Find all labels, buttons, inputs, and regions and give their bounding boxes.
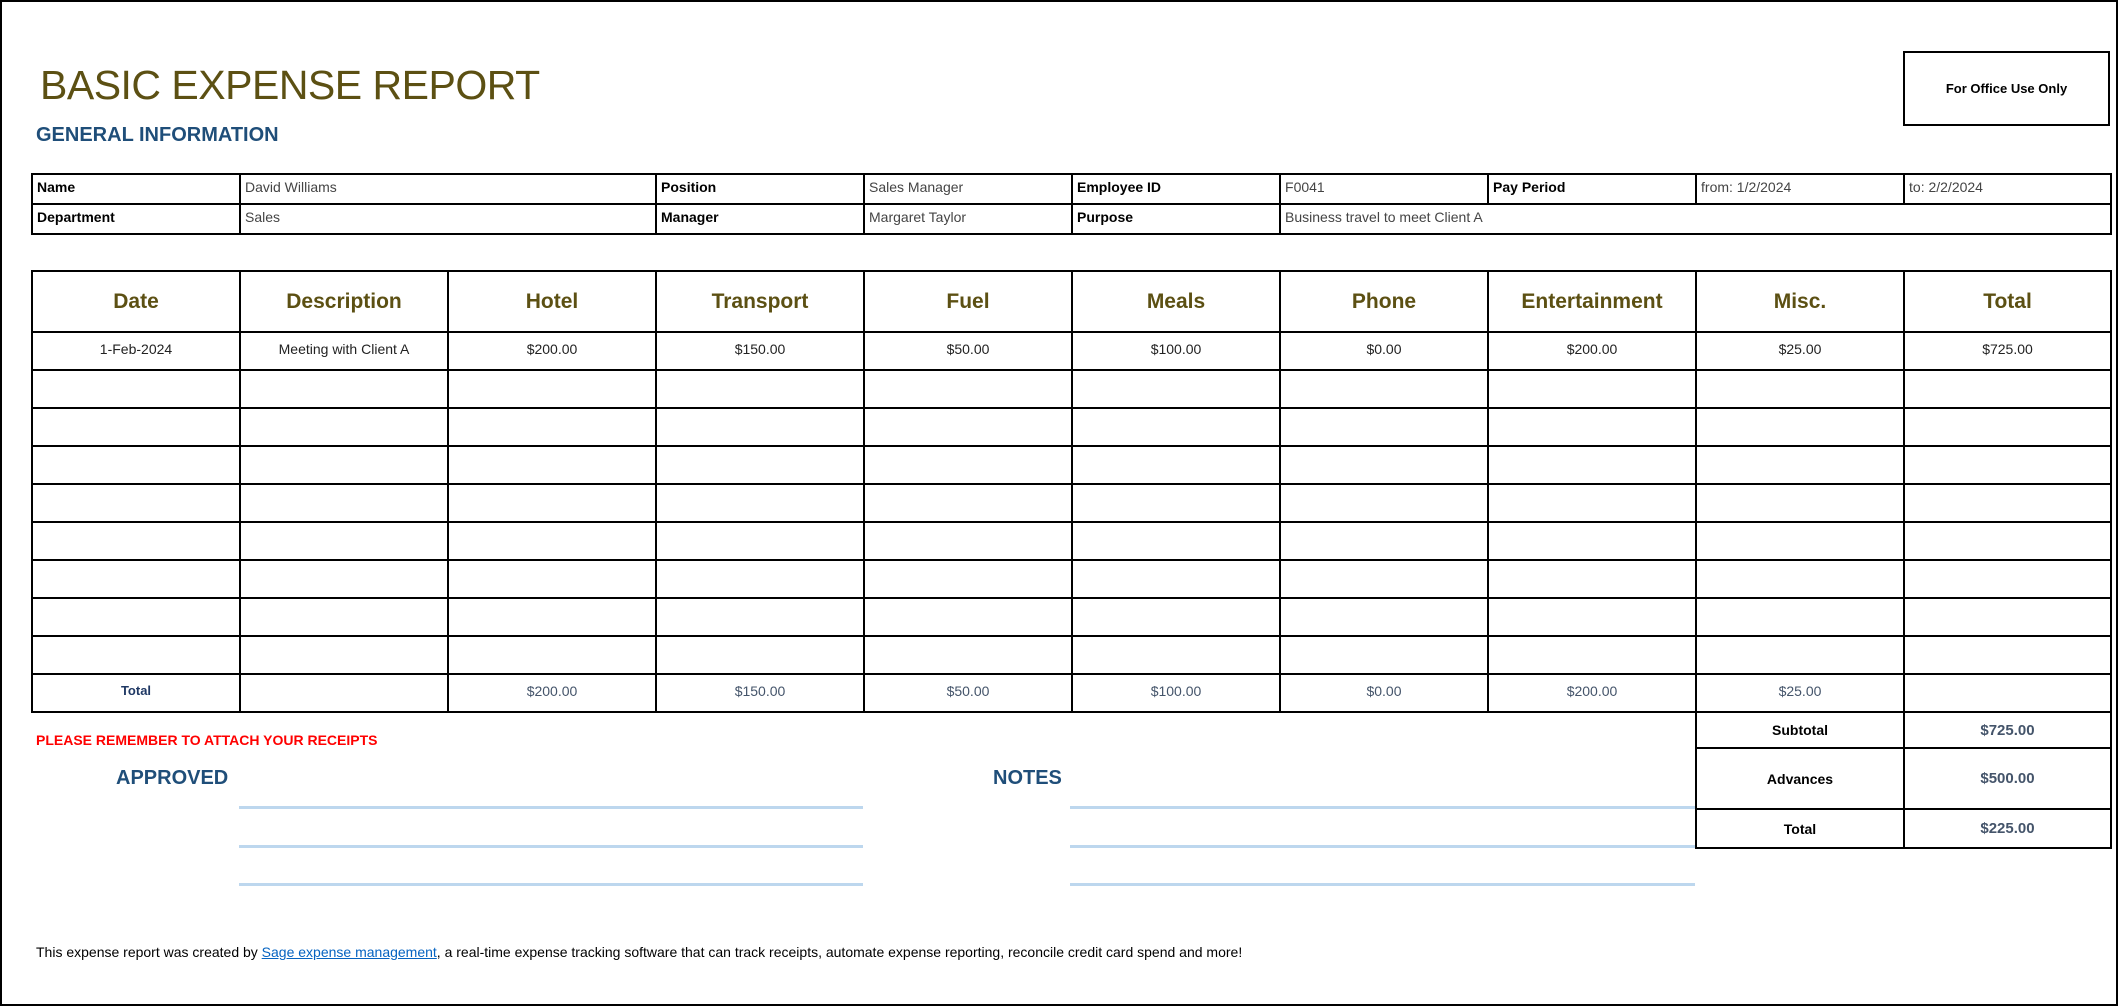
expense-cell[interactable]: $25.00 [1696,332,1904,370]
expense-cell[interactable] [1072,560,1280,598]
expense-cell[interactable] [1280,408,1488,446]
notes-heading: NOTES [993,767,1062,789]
expense-cell[interactable]: $200.00 [448,332,656,370]
employee-id-label: Employee ID [1072,174,1280,204]
total-cell [1904,674,2111,712]
expense-cell[interactable] [864,560,1072,598]
department-field[interactable]: Sales [240,204,656,234]
expense-cell[interactable] [1696,446,1904,484]
total-cell: $100.00 [1072,674,1280,712]
column-header: Hotel [448,271,656,332]
expense-cell[interactable] [1696,408,1904,446]
expense-cell[interactable]: $725.00 [1904,332,2111,370]
expense-cell[interactable] [240,370,448,408]
expense-cell[interactable] [1280,484,1488,522]
position-field[interactable]: Sales Manager [864,174,1072,204]
expense-cell[interactable] [1280,636,1488,674]
pay-period-to-field[interactable]: to: 2/2/2024 [1904,174,2111,204]
expense-cell[interactable] [656,408,864,446]
notes-line[interactable] [1070,806,1695,809]
subtotal-label: Subtotal [1696,712,1904,748]
expense-cell[interactable] [656,598,864,636]
total-cell: $200.00 [1488,674,1696,712]
expense-cell[interactable]: Meeting with Client A [240,332,448,370]
expense-cell[interactable] [240,636,448,674]
expense-cell[interactable] [1280,598,1488,636]
total-cell: $50.00 [864,674,1072,712]
column-header: Entertainment [1488,271,1696,332]
expense-cell[interactable] [1488,370,1696,408]
expense-cell[interactable] [864,636,1072,674]
name-field[interactable]: David Williams [240,174,656,204]
expense-cell[interactable] [240,408,448,446]
expense-cell[interactable] [1072,598,1280,636]
total-cell: $0.00 [1280,674,1488,712]
expense-row [32,446,2111,484]
expense-cell[interactable] [1488,522,1696,560]
expense-cell[interactable] [1072,370,1280,408]
expense-cell[interactable] [448,598,656,636]
column-header: Date [32,271,240,332]
total-cell: $150.00 [656,674,864,712]
subtotal-value: $725.00 [1904,712,2111,748]
expense-cell[interactable] [1488,484,1696,522]
expense-row [32,370,2111,408]
expense-table [31,270,2112,713]
expense-cell[interactable]: $150.00 [656,332,864,370]
expense-cell[interactable] [656,484,864,522]
expense-cell[interactable] [1072,522,1280,560]
expense-cell[interactable] [656,370,864,408]
expense-cell[interactable] [32,598,240,636]
expense-cell[interactable] [1072,484,1280,522]
expense-cell[interactable] [448,446,656,484]
pay-period-label: Pay Period [1488,174,1696,204]
expense-cell[interactable] [448,408,656,446]
summary-table [1695,711,2112,849]
expense-cell[interactable] [448,560,656,598]
expense-cell[interactable] [656,636,864,674]
total-cell [240,674,448,712]
expense-cell[interactable] [864,408,1072,446]
column-header: Transport [656,271,864,332]
office-use-box: For Office Use Only [1903,51,2110,126]
total-row [32,674,2111,712]
expense-cell[interactable] [240,446,448,484]
employee-id-field[interactable]: F0041 [1280,174,1488,204]
expense-cell[interactable]: $200.00 [1488,332,1696,370]
expense-row [32,332,2111,370]
expense-row [32,484,2111,522]
expense-cell[interactable] [240,598,448,636]
expense-cell[interactable] [448,522,656,560]
general-info-table [31,173,2112,235]
expense-cell[interactable] [1488,636,1696,674]
expense-cell[interactable] [1072,446,1280,484]
expense-cell[interactable] [240,560,448,598]
advances-label: Advances [1696,748,1904,809]
expense-cell[interactable] [1280,446,1488,484]
expense-cell[interactable] [1904,560,2111,598]
advances-value[interactable]: $500.00 [1904,748,2111,809]
column-header: Misc. [1696,271,1904,332]
notes-line[interactable] [1070,845,1695,848]
sage-link[interactable]: Sage expense management [261,944,437,960]
column-header: Total [1904,271,2111,332]
expense-cell[interactable] [1696,636,1904,674]
column-header: Meals [1072,271,1280,332]
expense-cell[interactable] [1488,408,1696,446]
column-header: Phone [1280,271,1488,332]
expense-cell[interactable] [32,560,240,598]
expense-cell[interactable] [1072,636,1280,674]
expense-cell[interactable]: $0.00 [1280,332,1488,370]
expense-cell[interactable] [1904,636,2111,674]
expense-row [32,598,2111,636]
receipts-reminder: PLEASE REMEMBER TO ATTACH YOUR RECEIPTS [36,732,378,748]
expense-row [32,560,2111,598]
expense-cell[interactable] [32,636,240,674]
expense-cell[interactable] [1696,370,1904,408]
expense-cell[interactable] [1904,598,2111,636]
approved-line[interactable] [239,806,863,809]
expense-row [32,522,2111,560]
footer-text [36,944,1242,960]
expense-row [32,408,2111,446]
position-label: Position [656,174,864,204]
expense-cell[interactable] [32,370,240,408]
column-header: Fuel [864,271,1072,332]
department-label: Department [32,204,240,234]
expense-cell[interactable] [32,446,240,484]
expense-cell[interactable] [864,370,1072,408]
general-information-heading: GENERAL INFORMATION [36,124,279,146]
expense-cell[interactable]: $50.00 [864,332,1072,370]
total-row-label: Total [32,674,240,712]
expense-cell[interactable]: $100.00 [1072,332,1280,370]
approved-line[interactable] [239,845,863,848]
expense-cell[interactable] [1072,408,1280,446]
expense-cell[interactable] [1904,408,2111,446]
approved-heading: APPROVED [116,767,229,789]
footer-suffix: , a real-time expense tracking software that can track receipts, automate expense reporting, reconcile credit card spend and more! [436,944,1243,960]
expense-row [32,636,2111,674]
expense-cell[interactable]: 1-Feb-2024 [32,332,240,370]
expense-cell[interactable] [1280,370,1488,408]
expense-cell[interactable] [656,446,864,484]
expense-cell[interactable] [1696,484,1904,522]
total-value: $225.00 [1904,809,2111,848]
expense-cell[interactable] [864,598,1072,636]
purpose-label: Purpose [1072,204,1280,234]
expense-cell[interactable] [1488,598,1696,636]
expense-cell[interactable] [32,484,240,522]
expense-cell[interactable] [240,522,448,560]
expense-cell[interactable] [1904,522,2111,560]
total-cell: $25.00 [1696,674,1904,712]
expense-cell[interactable] [1904,484,2111,522]
pay-period-from-field[interactable]: from: 1/2/2024 [1696,174,1904,204]
expense-cell[interactable] [32,408,240,446]
expense-cell[interactable] [656,560,864,598]
expense-cell[interactable] [448,484,656,522]
notes-line[interactable] [1070,883,1695,886]
approved-line[interactable] [239,883,863,886]
expense-cell[interactable] [1904,446,2111,484]
name-label: Name [32,174,240,204]
expense-cell[interactable] [448,370,656,408]
expense-cell[interactable] [864,522,1072,560]
expense-cell[interactable] [1696,598,1904,636]
expense-cell[interactable] [864,484,1072,522]
expense-cell[interactable] [1488,446,1696,484]
expense-cell[interactable] [240,484,448,522]
expense-cell[interactable] [1488,560,1696,598]
manager-label: Manager [656,204,864,234]
expense-cell[interactable] [32,522,240,560]
manager-field[interactable]: Margaret Taylor [864,204,1072,234]
total-cell: $200.00 [448,674,656,712]
expense-cell[interactable] [656,522,864,560]
footer-prefix: This expense report was created by [36,944,262,960]
expense-cell[interactable] [448,636,656,674]
column-header: Description [240,271,448,332]
expense-cell[interactable] [1696,560,1904,598]
expense-cell[interactable] [1696,522,1904,560]
total-label: Total [1696,809,1904,848]
expense-cell[interactable] [1280,560,1488,598]
purpose-field[interactable]: Business travel to meet Client A [1280,204,2111,234]
expense-cell[interactable] [1280,522,1488,560]
expense-cell[interactable] [1904,370,2111,408]
report-title: BASIC EXPENSE REPORT [40,62,540,108]
expense-cell[interactable] [864,446,1072,484]
